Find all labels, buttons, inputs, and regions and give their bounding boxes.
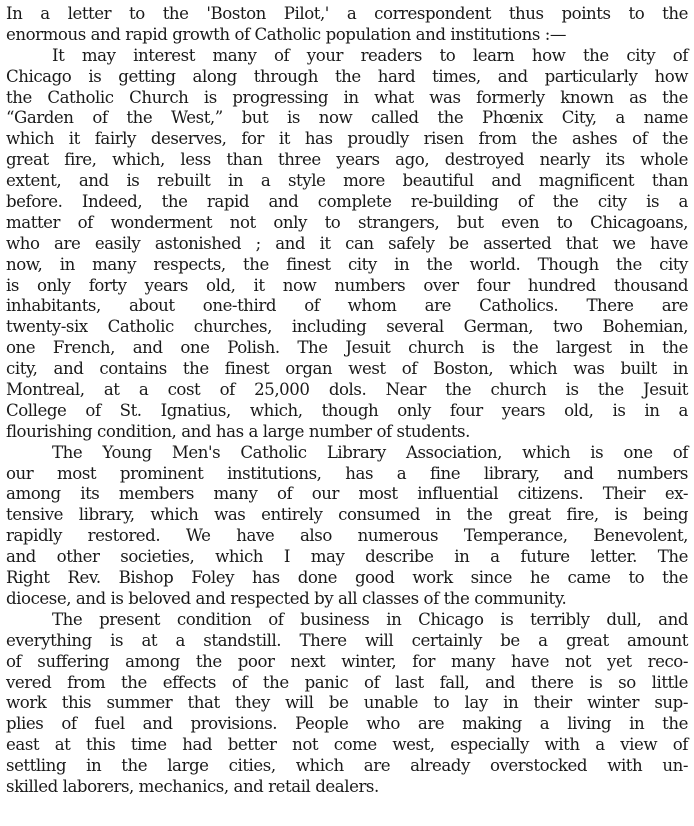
paragraph-intro [6, 4, 688, 46]
text-line: among its members many of our most influential citizens. Their ex- [6, 484, 688, 504]
text-line: Right Rev. Bishop Foley has done good work since he came to the [6, 568, 688, 588]
text-line: one French, and one Polish. The Jesuit church is the largest in the [6, 338, 688, 358]
paragraph-business-condition [6, 610, 688, 798]
text-line: twenty-six Catholic churches, including several German, two Bohemian, [6, 317, 688, 337]
text-line: which it fairly deserves, for it has proudly risen from the ashes of the [6, 129, 688, 149]
text-line: the Catholic Church is progressing in what was formerly known as the [6, 87, 688, 107]
text-line: vered from the effects of the panic of last fall, and there is so little [6, 672, 688, 692]
text-line: skilled laborers, mechanics, and retail dealers. [6, 776, 379, 796]
text-line: inhabitants, about one-third of whom are Catholics. There are [6, 296, 688, 316]
text-line: It may interest many of your readers to learn how the city of [52, 45, 688, 65]
text-line: tensive library, which was entirely consumed in the great fire, is being [6, 505, 688, 525]
text-line: diocese, and is beloved and respected by all classes of the community. [6, 588, 567, 608]
text-line: settling in the large cities, which are already overstocked with un- [6, 756, 688, 776]
text-line: now, in many respects, the finest city in the world. Though the city [6, 254, 688, 274]
text-line: Montreal, at a cost of 25,000 dols. Near the church is the Jesuit [6, 380, 688, 400]
text-line: College of St. Ignatius, which, though only four years old, is in a [6, 400, 688, 420]
text-line: The present condition of business in Chicago is terribly dull, and [52, 609, 688, 629]
text-line: enormous and rapid growth of Catholic population and institutions :— [6, 24, 567, 44]
text-line: of suffering among the poor next winter, for many have not yet reco- [6, 651, 688, 671]
text-line: great fire, which, less than three years ago, destroyed nearly its whole [6, 150, 688, 170]
text-line: city, and contains the finest organ west of Boston, which was built in [6, 359, 688, 379]
text-line: “Garden of the West,” but is now called the Phœnix City, a name [6, 108, 688, 128]
text-line: work this summer that they will be unable to lay in their winter sup- [6, 693, 688, 713]
text-line: extent, and is rebuilt in a style more beautiful and magnificent than [6, 171, 688, 191]
text-line: is only forty years old, it now numbers over four hundred thousand [6, 275, 688, 295]
text-line: east at this time had better not come west, especially with a view of [6, 735, 688, 755]
text-line: our most prominent institutions, has a fine library, and numbers [6, 463, 688, 483]
text-line: Chicago is getting along through the hard times, and particularly how [6, 66, 688, 86]
text-line: everything is at a standstill. There will certainly be a great amount [6, 630, 688, 650]
text-line: plies of fuel and provisions. People who are making a living in the [6, 714, 688, 734]
text-line: before. Indeed, the rapid and complete re-building of the city is a [6, 192, 688, 212]
text-line: flourishing condition, and has a large number of students. [6, 421, 470, 441]
paragraph-letter-chicago [6, 46, 688, 443]
text-line: In a letter to the 'Boston Pilot,' a correspondent thus points to the [6, 4, 688, 23]
text-line: The Young Men's Catholic Library Association, which is one of [52, 442, 688, 462]
text-line: rapidly restored. We have also numerous Temperance, Benevolent, [6, 526, 688, 546]
text-line: and other societies, which I may describe in a future letter. The [6, 547, 688, 567]
text-line: who are easily astonished ; and it can safely be asserted that we have [6, 233, 688, 253]
paragraph-library-association [6, 443, 688, 610]
text-line: matter of wonderment not only to strangers, but even to Chicagoans, [6, 212, 688, 232]
